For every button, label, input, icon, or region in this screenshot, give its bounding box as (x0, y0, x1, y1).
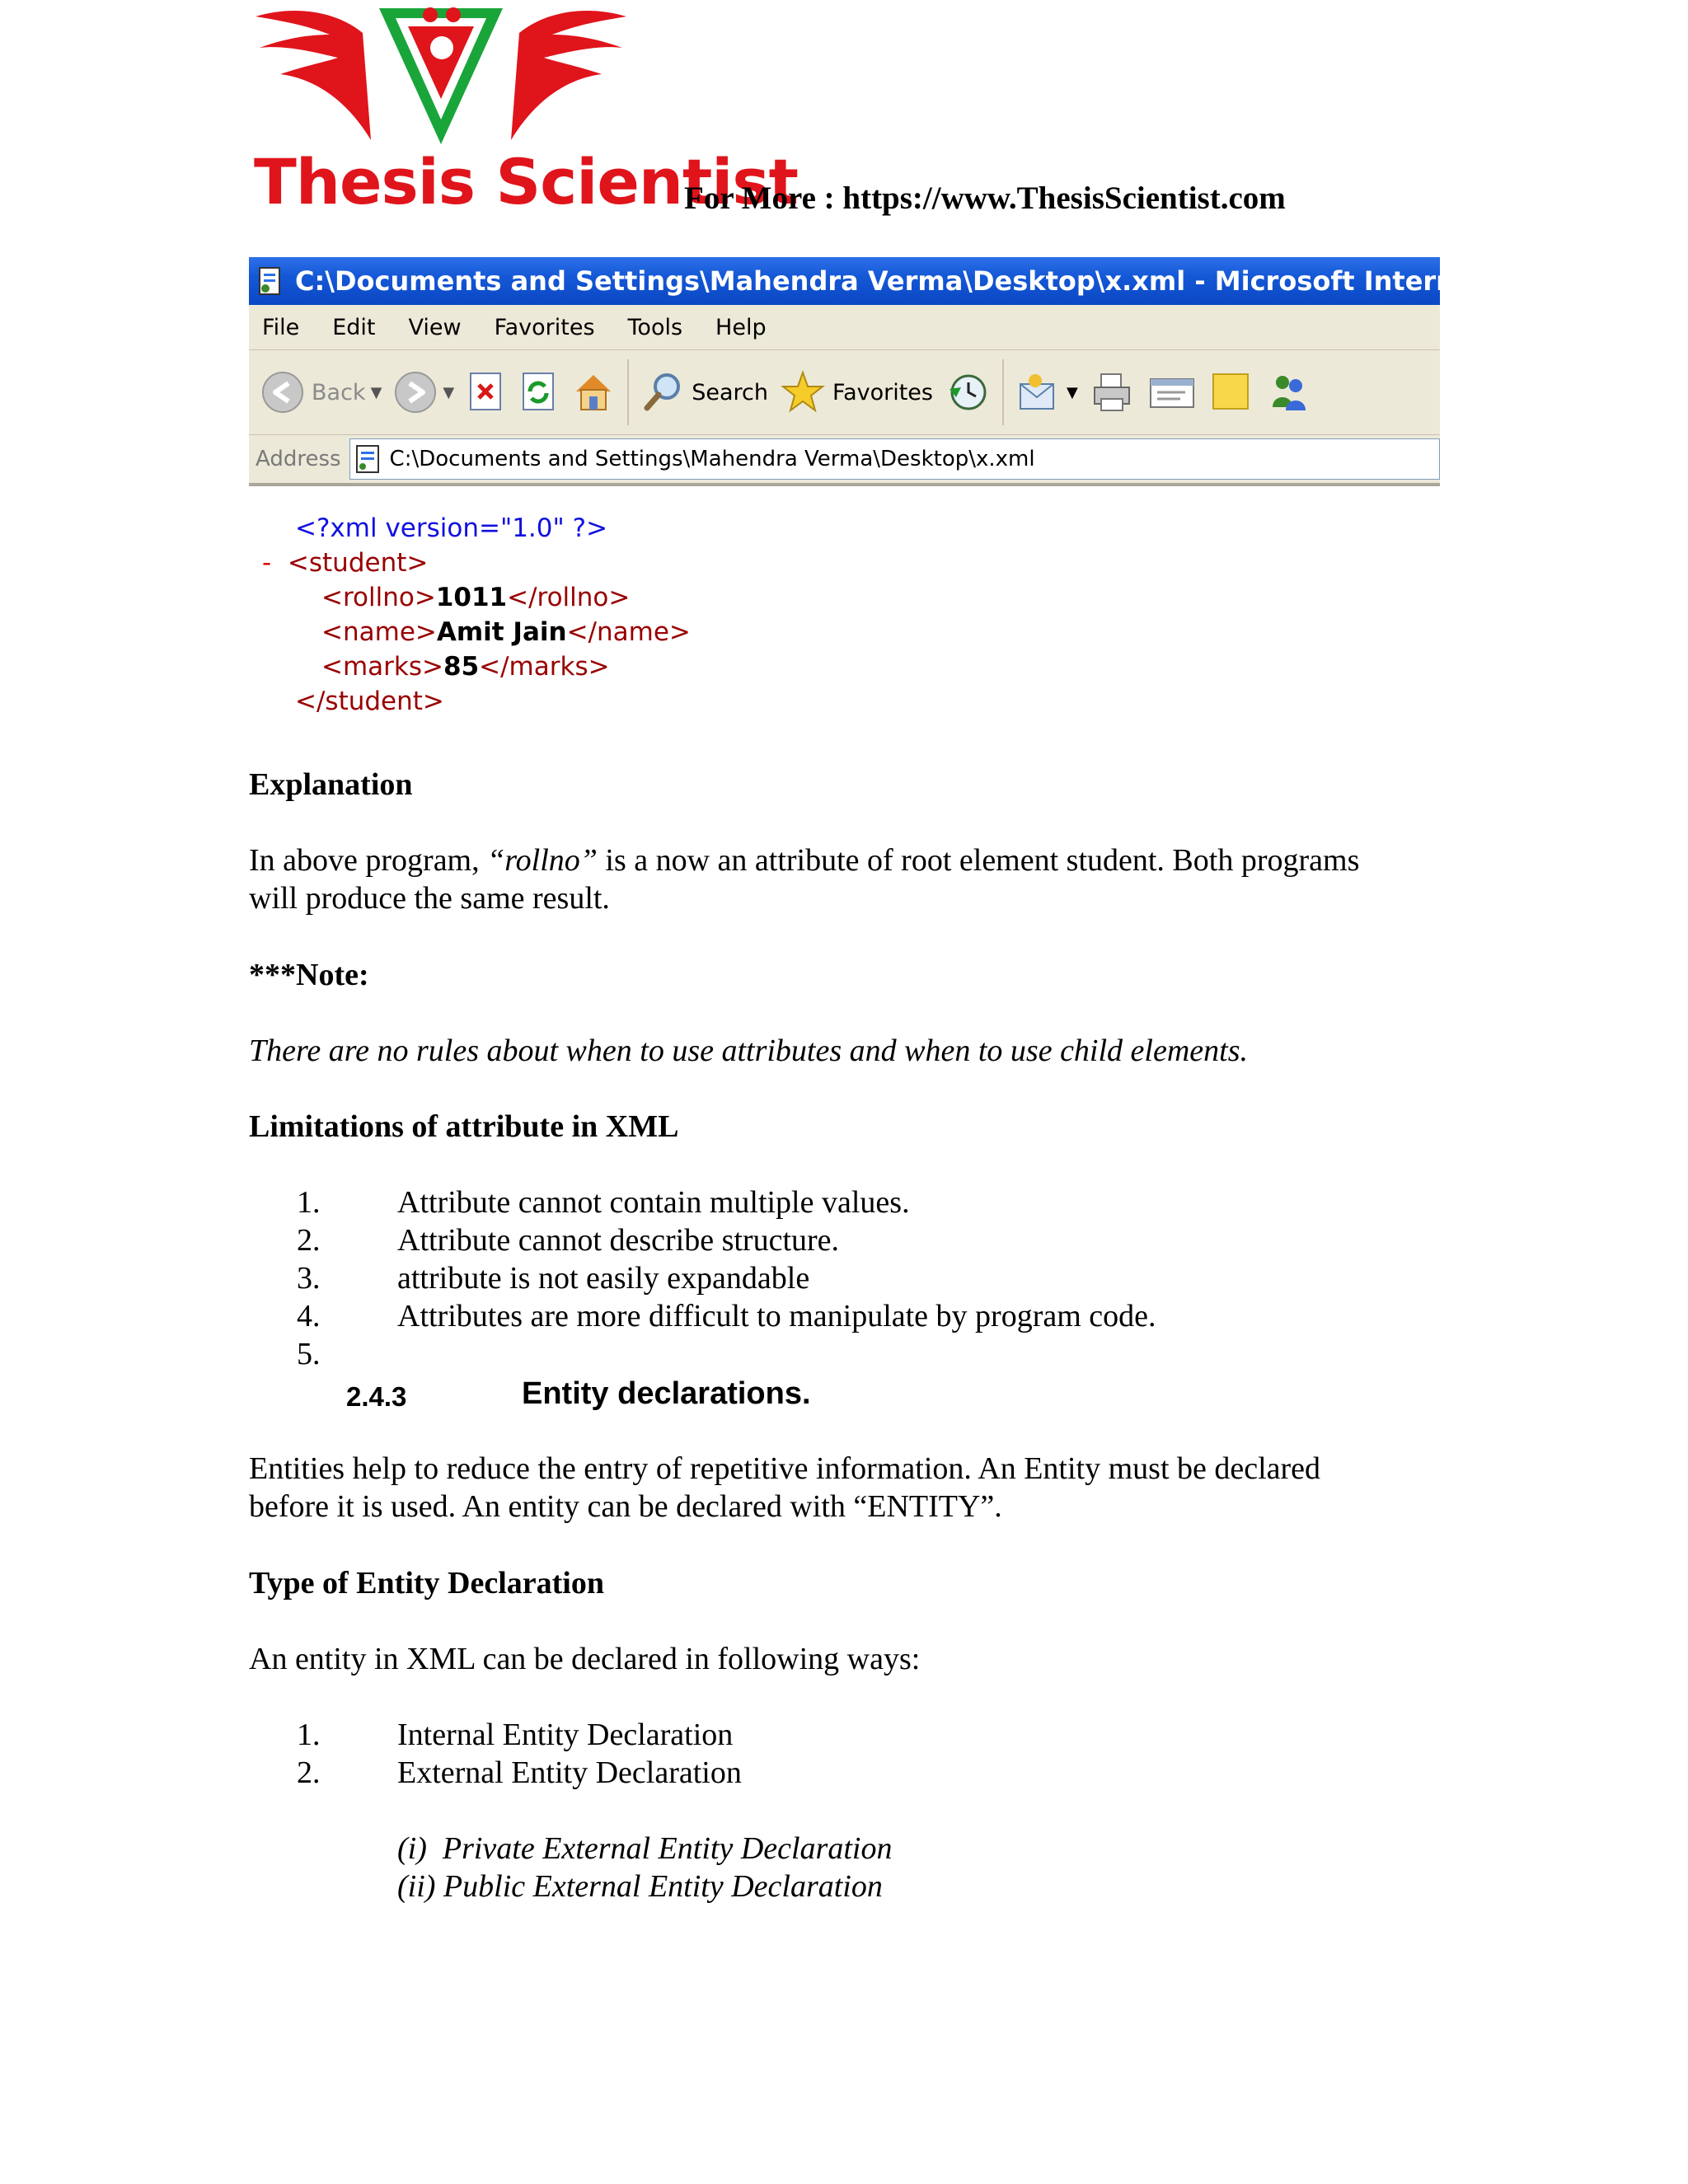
root-open-tag: <student> (287, 548, 429, 578)
xml-marks-line (262, 649, 691, 684)
address-field[interactable] (349, 438, 1440, 480)
logo-emblem-icon (247, 0, 635, 165)
toolbar-separator (627, 359, 629, 425)
section-number: 2.4.3 (346, 1381, 407, 1412)
list-item: Attribute cannot describe structure. (397, 1223, 840, 1258)
name-value: Amit Jain (436, 617, 567, 647)
para1-emphasis: “rollno” (487, 843, 598, 878)
refresh-button[interactable] (518, 370, 560, 415)
messenger-button[interactable] (1266, 369, 1312, 415)
xml-document-icon (257, 265, 285, 297)
home-button[interactable] (571, 370, 616, 415)
search-button[interactable] (640, 370, 768, 415)
menu-bar (249, 305, 1440, 350)
root-close-tag: </student> (295, 687, 444, 716)
forward-dropdown-icon[interactable]: ▼ (443, 383, 455, 401)
back-arrow-icon (260, 370, 305, 415)
back-label: Back (312, 379, 366, 405)
logo-text: Thesis Scientist (254, 145, 798, 218)
xml-root-open-line (262, 546, 691, 580)
address-label: Address (256, 447, 341, 471)
ie-title-bar (249, 257, 1620, 305)
xml-root-close-line (262, 684, 691, 719)
xml-view (262, 511, 691, 719)
section-title: Entity declarations. (522, 1376, 811, 1411)
stop-icon (466, 370, 507, 415)
xml-name-line (262, 615, 691, 649)
sub-list-item: (i) Private External Entity Declaration (397, 1831, 893, 1866)
back-button[interactable] (260, 370, 382, 415)
refresh-icon (518, 370, 560, 415)
menu-edit[interactable]: Edit (332, 314, 376, 340)
list-item: attribute is not easily expandable (397, 1261, 810, 1296)
ways-text: An entity in XML can be declared in following ways: (249, 1642, 921, 1676)
page-icon (354, 444, 383, 474)
name-open-tag: <name> (321, 617, 437, 647)
rollno-close-tag: </rollno> (507, 583, 631, 612)
sub-list-item: (ii) Public External Entity Declaration (397, 1869, 883, 1904)
list-number: 4. (297, 1299, 321, 1333)
xml-declaration: <?xml version="1.0" ?> (295, 513, 608, 543)
marks-close-tag: </marks> (479, 652, 610, 682)
paragraph-explanation-line2: will produce the same result. (249, 881, 610, 916)
collapse-toggle[interactable]: - (262, 548, 272, 578)
list-number: 2. (297, 1223, 321, 1258)
list-item: External Entity Declaration (397, 1755, 742, 1790)
printer-icon (1090, 369, 1136, 415)
home-icon (571, 370, 616, 415)
para1-part-b: is a now an attribute of root element student. Both programs (597, 843, 1360, 878)
marks-open-tag: <marks> (321, 652, 443, 682)
entities-paragraph-line2: before it is used. An entity can be declared with “ENTITY”. (249, 1489, 1002, 1524)
note-text: There are no rules about when to use attributes and when to use child elements. (249, 1033, 1248, 1068)
address-value: C:\Documents and Settings\Mahendra Verma\Desktop\x.xml (389, 447, 1035, 471)
history-icon (945, 369, 991, 415)
messenger-icon (1266, 369, 1312, 415)
history-button[interactable] (945, 369, 991, 415)
edit-page-icon (1147, 369, 1197, 415)
menu-file[interactable]: File (262, 314, 300, 340)
list-number: 1. (297, 1185, 321, 1220)
thesis-scientist-logo (247, 0, 798, 227)
rollno-open-tag: <rollno> (321, 583, 436, 612)
explanation-heading: Explanation (249, 767, 413, 802)
address-bar (249, 435, 1440, 486)
list-item: Attribute cannot contain multiple values. (397, 1185, 910, 1220)
discuss-button[interactable] (1208, 369, 1254, 415)
list-number: 5. (297, 1337, 321, 1371)
mail-button[interactable] (1015, 369, 1078, 415)
note-icon (1208, 369, 1254, 415)
toolbar-separator (1002, 359, 1004, 425)
print-button[interactable] (1090, 369, 1136, 415)
list-item: Attributes are more difficult to manipulate by program code. (397, 1299, 1156, 1333)
star-icon (780, 369, 826, 415)
menu-view[interactable]: View (408, 314, 462, 340)
ie-window (249, 257, 1620, 485)
list-number: 1. (297, 1718, 321, 1752)
list-item: Internal Entity Declaration (397, 1718, 734, 1752)
mail-icon (1015, 369, 1062, 415)
note-heading: ***Note: (249, 958, 369, 992)
for-more-link[interactable]: For More : https://www.ThesisScientist.com (684, 180, 1286, 216)
marks-value: 85 (443, 652, 480, 682)
menu-tools[interactable]: Tools (627, 314, 683, 340)
search-label: Search (692, 379, 769, 405)
limitations-heading: Limitations of attribute in XML (249, 1109, 679, 1144)
forward-arrow-icon (393, 370, 438, 415)
forward-button[interactable] (393, 370, 454, 415)
rollno-value: 1011 (435, 583, 508, 612)
window-title: C:\Documents and Settings\Mahendra Verma\Desktop\x.xml - Microsoft Internet Explorer (295, 265, 1620, 297)
toolbar (249, 350, 1440, 435)
paragraph-explanation-line1 (249, 842, 1440, 879)
favorites-button[interactable] (780, 369, 933, 415)
mail-dropdown-icon[interactable]: ▼ (1066, 383, 1078, 401)
favorites-label: Favorites (832, 379, 933, 405)
para1-part-a: In above program, (249, 843, 488, 878)
name-close-tag: </name> (566, 617, 691, 647)
entities-paragraph-line1: Entities help to reduce the entry of repetitive information. An Entity must be declared (249, 1451, 1321, 1486)
back-dropdown-icon[interactable]: ▼ (370, 383, 382, 401)
list-number: 2. (297, 1755, 321, 1790)
stop-button[interactable] (466, 370, 507, 415)
menu-help[interactable]: Help (715, 314, 767, 340)
xml-rollno-line (262, 580, 691, 615)
xml-declaration-line (262, 511, 691, 546)
search-icon (640, 370, 685, 415)
menu-favorites[interactable]: Favorites (494, 314, 595, 340)
type-heading: Type of Entity Declaration (249, 1566, 604, 1601)
edit-button[interactable] (1147, 369, 1197, 415)
list-number: 3. (297, 1261, 321, 1296)
